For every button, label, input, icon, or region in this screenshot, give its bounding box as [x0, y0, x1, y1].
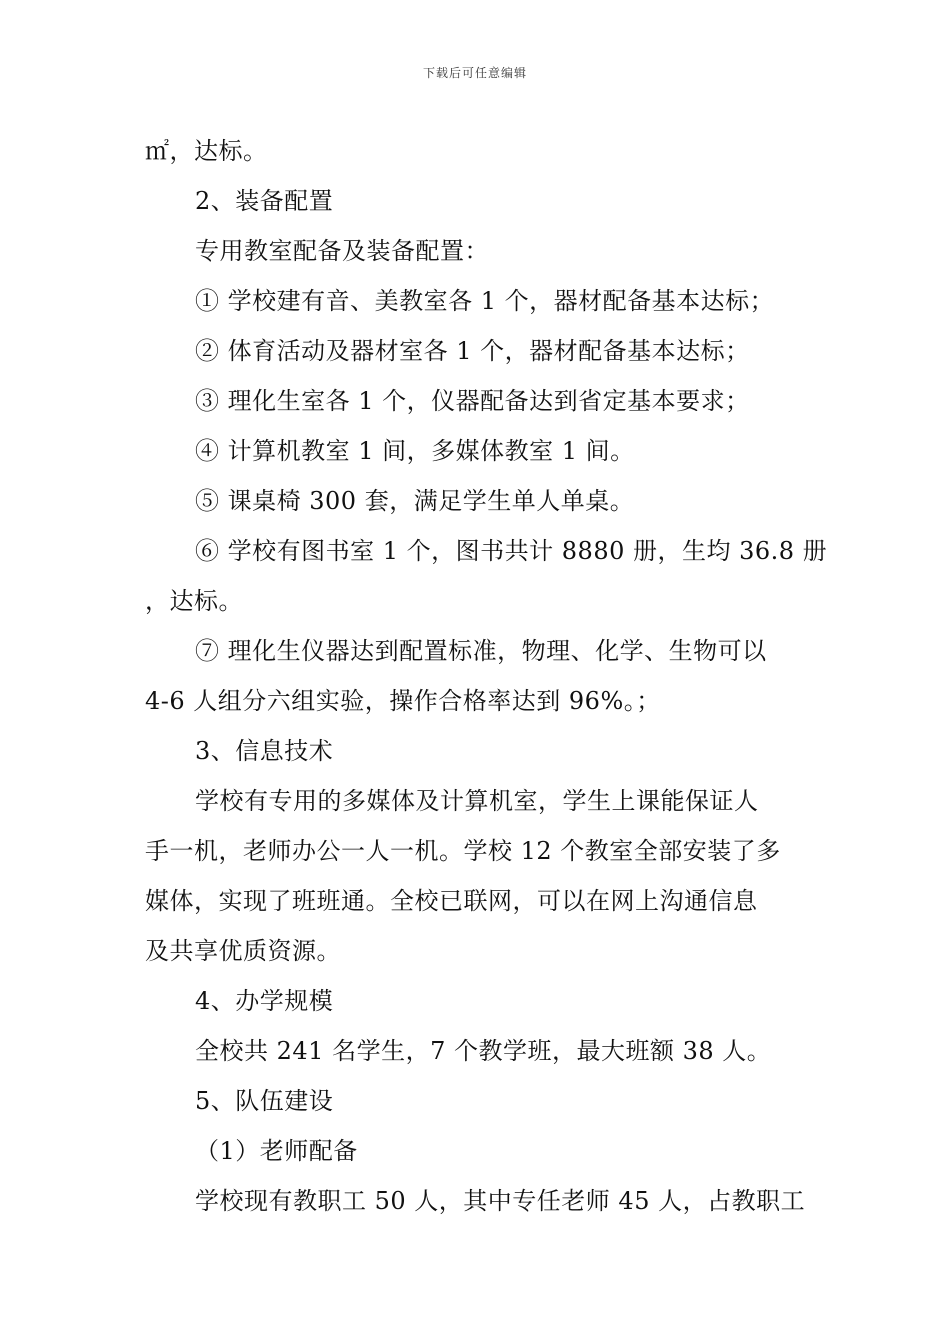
list-item: ③ 理化生室各 1 个，仪器配备达到省定基本要求； [195, 387, 750, 415]
list-item: ② 体育活动及器材室各 1 个，器材配备基本达标； [195, 337, 750, 365]
section-heading-it: 3、信息技术 [195, 737, 334, 765]
list-item: ④ 计算机教室 1 间，多媒体教室 1 间。 [195, 437, 635, 465]
text-line: 专用教室配备及装备配置： [195, 237, 489, 265]
list-item: ⑤ 课桌椅 300 套，满足学生单人单桌。 [195, 487, 635, 515]
text-line: 4-6 人组分六组实验，操作合格率达到 96%。； [145, 687, 661, 715]
text-line: ㎡，达标。 [145, 137, 268, 165]
section-heading-equipment: 2、装备配置 [195, 187, 334, 215]
page-header: 下载后可任意编辑 [422, 66, 527, 80]
subsection-heading-teachers: （1）老师配备 [195, 1137, 358, 1165]
text-line: 媒体，实现了班班通。全校已联网，可以在网上沟通信息 [145, 887, 758, 915]
list-item: ⑦ 理化生仪器达到配置标准，物理、化学、生物可以 [195, 637, 767, 665]
text-line: ，达标。 [145, 587, 243, 615]
list-item: ⑥ 学校有图书室 1 个，图书共计 8880 册，生均 36.8 册 [195, 537, 828, 565]
text-line: 学校有专用的多媒体及计算机室，学生上课能保证人 [195, 787, 759, 815]
section-heading-team: 5、队伍建设 [195, 1087, 334, 1115]
text-line: 学校现有教职工 50 人，其中专任老师 45 人，占教职工 [195, 1187, 806, 1215]
text-line: 手一机，老师办公一人一机。学校 12 个教室全部安装了多 [145, 837, 781, 865]
text-line: 全校共 241 名学生，7 个教学班，最大班额 38 人。 [195, 1037, 772, 1065]
list-item: ① 学校建有音、美教室各 1 个，器材配备基本达标； [195, 287, 775, 315]
section-heading-scale: 4、办学规模 [195, 987, 334, 1015]
text-line: 及共享优质资源。 [145, 937, 341, 965]
